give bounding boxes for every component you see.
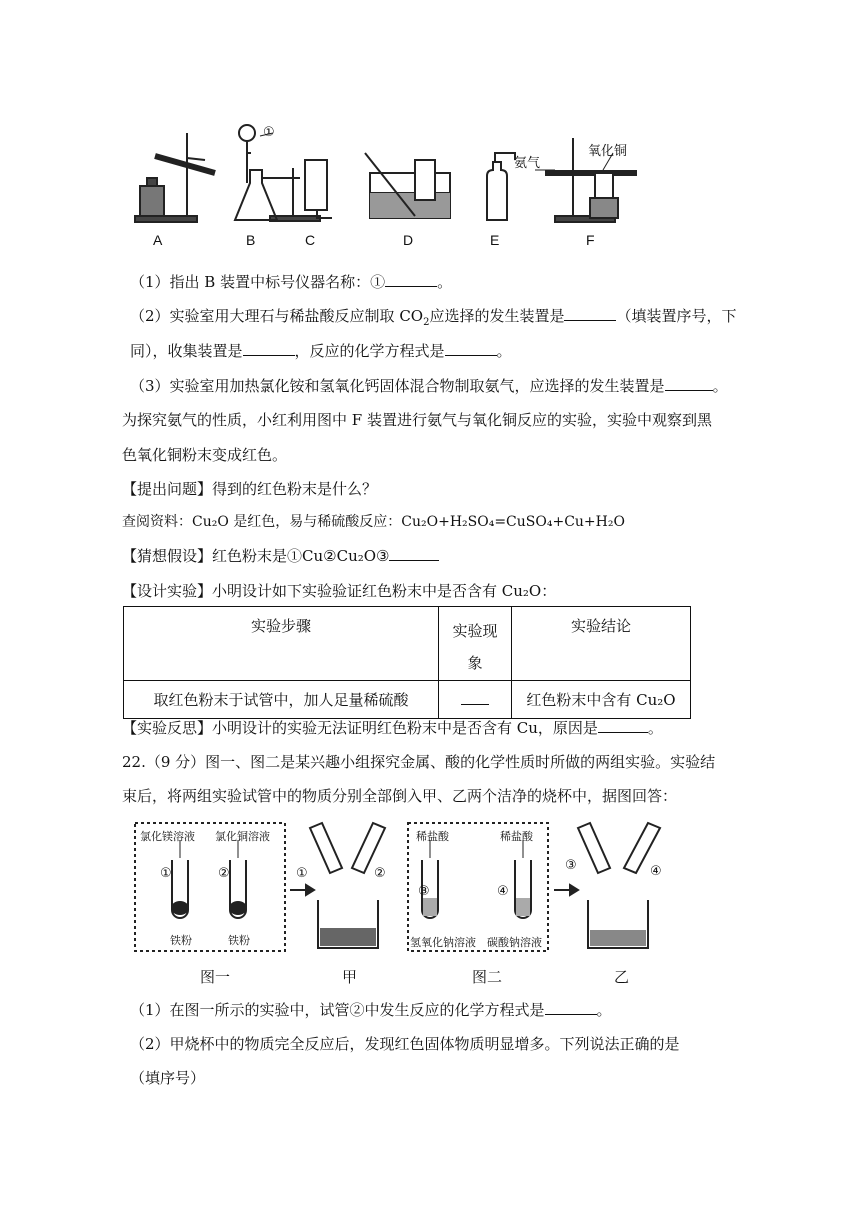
label-fe1: 铁粉 (170, 934, 192, 947)
tube-beaker-figure (130, 818, 670, 963)
table-header-conclusion: 实验结论 (512, 607, 691, 681)
question-1 (130, 272, 452, 292)
label-naoh: 氢氧化钠溶液 (410, 936, 476, 949)
label-f: F (586, 232, 595, 248)
question-2-line1: （2）实验室用大理石与稀盐酸反应制取 $CO_2$应选择的发生装置是 （填装置序号，下 (130, 307, 737, 328)
label-ammonia: 氨气 (514, 156, 541, 171)
apparatus-a (135, 133, 215, 222)
fig2-title: 图二 (472, 968, 503, 986)
table-header-phenomenon: 实验现 象 (439, 607, 512, 681)
apparatus-e (487, 153, 515, 220)
answer-blank[interactable] (243, 341, 295, 356)
label-circle-1: ① (263, 125, 275, 140)
question-2-text-e: ，反应的化学方程式是 (294, 342, 445, 360)
reflection-text: 【实验反思】小明设计的实验无法证明红色粉末中是否含有 Cu，原因是 (122, 719, 598, 737)
question-3-text-a: （3）实验室用加热氯化铵和氢氧化钙固体混合物制取氨气，应选择的发生装置是 (130, 377, 665, 395)
label-b: B (246, 232, 256, 248)
question-2-text-a: （2）实验室用大理石与稀盐酸反应制取 CO (130, 307, 424, 325)
label-a: A (153, 232, 163, 248)
label-mgcl2: 氯化镁溶液 (140, 830, 195, 843)
experiment-table (123, 606, 691, 719)
label-cucl2: 氯化铜溶液 (215, 830, 270, 843)
question-3-line3: 色氧化铜粉末变成红色。 (122, 446, 288, 464)
label-c1: ① (160, 866, 172, 881)
apparatus-c (305, 160, 332, 218)
subquestion-1-text: （1）在图一所示的实验中，试管②中发生反应的化学方程式是 (130, 1001, 545, 1019)
apparatus-figure (125, 108, 645, 233)
label-hcl1: 稀盐酸 (416, 830, 449, 843)
label-c3: ③ (418, 884, 430, 899)
question-2-text-c: （填装置序号，下 (616, 307, 737, 325)
period: 。 (437, 273, 453, 291)
label-jia-c1: ① (296, 866, 308, 881)
table-header-steps: 实验步骤 (124, 607, 439, 681)
question-3-line2: 为探究氨气的性质，小红利用图中 F 装置进行氨气与氧化铜反应的实验，实验中观察到黑 (122, 411, 712, 429)
label-hcl2: 稀盐酸 (500, 830, 533, 843)
period: 。 (647, 719, 663, 737)
period: 。 (496, 342, 512, 360)
period: 。 (596, 1001, 612, 1019)
answer-blank[interactable] (545, 1000, 597, 1015)
question-2-text-b: 应选择的发生装置是 (429, 307, 565, 325)
reflection (122, 718, 663, 738)
label-fe2: 铁粉 (228, 934, 250, 947)
label-c2: ② (218, 866, 230, 881)
reference: 查阅资料：Cu₂O 是红色，易与稀硫酸反应：Cu₂O+H₂SO₄=CuSO₄+Cu+H₂O (122, 514, 625, 530)
apparatus-d (365, 153, 450, 218)
question-2-text-d: 同），收集装置是 (130, 342, 243, 360)
label-e: E (490, 232, 500, 248)
subquestion-2-line2: （填序号） (130, 1069, 206, 1087)
question-3-line1 (130, 376, 728, 396)
question-1-text: （1）指出 B 装置中标号仪器名称：① (130, 273, 386, 291)
question-22-line1: 22.（9 分）图一、图二是某兴趣小组探究金属、酸的化学性质时所做的两组实验。实验结 (122, 753, 716, 771)
table-cell-step: 取红色粉末于试管中，加人足量稀硫酸 (124, 681, 439, 719)
label-c: C (305, 232, 316, 248)
ask-question: 【提出问题】得到的红色粉末是什么？ (122, 480, 378, 498)
label-yi-c4: ④ (650, 864, 662, 879)
question-2-line2 (130, 341, 512, 361)
label-copper-oxide: 氧化铜 (588, 144, 628, 159)
hypothesis-text: 【猜想假设】红色粉末是①Cu②Cu₂O③ (122, 547, 390, 565)
answer-blank[interactable] (665, 376, 713, 391)
label-jia-c2: ② (374, 866, 386, 881)
question-22-line2: 束后，将两组实验试管中的物质分别全部倒入甲、乙两个洁净的烧杯中，据图回答： (122, 787, 678, 805)
label-c4: ④ (497, 884, 509, 899)
answer-blank[interactable] (564, 306, 616, 321)
design-experiment: 【设计实验】小明设计如下实验验证红色粉末中是否含有 Cu₂O： (122, 582, 557, 600)
label-yi-c3: ③ (565, 858, 577, 873)
hypothesis (122, 546, 439, 566)
subquestion-2-line1: （2）甲烧杯中的物质完全反应后，发现红色固体物质明显增多。下列说法正确的是 (130, 1035, 680, 1053)
yi-title: 乙 (614, 968, 630, 986)
period: 。 (712, 377, 728, 395)
answer-blank[interactable] (445, 341, 497, 356)
fig1-title: 图一 (200, 968, 231, 986)
jia-title: 甲 (342, 968, 358, 986)
answer-blank[interactable] (461, 690, 489, 705)
answer-blank[interactable] (389, 546, 439, 561)
answer-blank[interactable] (598, 718, 648, 733)
table-cell-phenomenon (439, 681, 512, 719)
answer-blank[interactable] (385, 272, 437, 287)
table-cell-conclusion: 红色粉末中含有 Cu₂O (512, 681, 691, 719)
label-d: D (403, 232, 414, 248)
subquestion-1 (130, 1000, 612, 1020)
label-na2co3: 碳酸钠溶液 (487, 936, 542, 949)
apparatus-b (235, 125, 320, 221)
